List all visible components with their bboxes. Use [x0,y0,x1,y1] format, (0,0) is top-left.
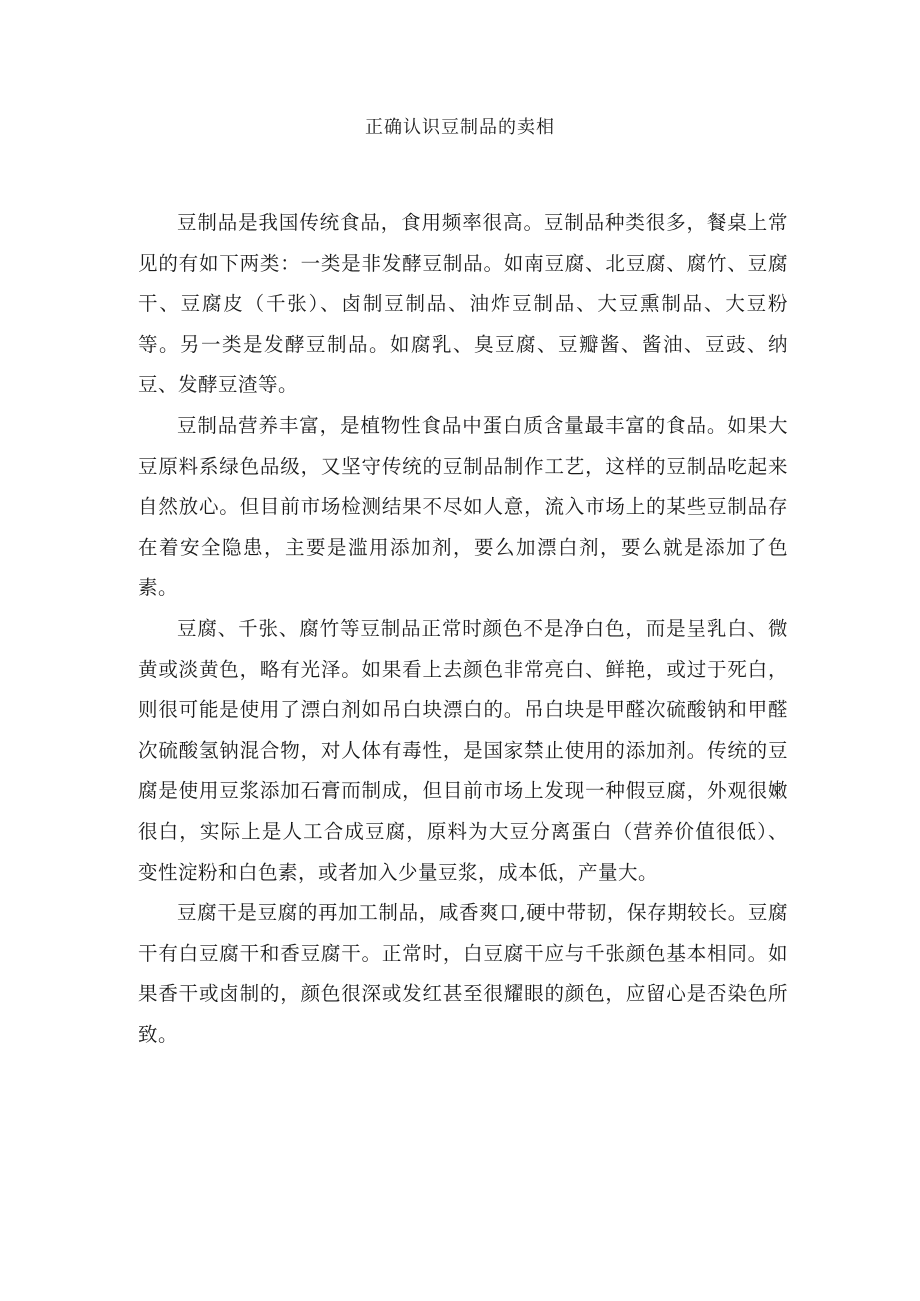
document-body [138,203,788,1055]
paragraph-1: 豆制品是我国传统食品，食用频率很高。豆制品种类很多，餐桌上常见的有如下两类：一类是非发酵豆制品。如南豆腐、北豆腐、腐竹、豆腐干、豆腐皮（千张）、卤制豆制品、油炸豆制品、大豆熏制品、大豆粉等。另一类是发酵豆制品。如腐乳、臭豆腐、豆瓣酱、酱油、豆豉、纳豆、发酵豆渣等。 [138,211,788,397]
document-title: 正确认识豆制品的卖相 [365,117,555,138]
paragraph-2: 豆制品营养丰富，是植物性食品中蛋白质含量最丰富的食品。如果大豆原料系绿色品级，又坚守传统的豆制品制作工艺，这样的豆制品吃起来自然放心。但目前市场检测结果不尽如人意，流入市场上的某些豆制品存在着安全隐患，主要是滥用添加剂，要么加漂白剂，要么就是添加了色素。 [138,413,788,600]
paragraph-3: 豆腐、千张、腐竹等豆制品正常时颜色不是净白色，而是呈乳白、微黄或淡黄色，略有光泽。如果看上去颜色非常亮白、鲜艳，或过于死白，则很可能是使用了漂白剂如吊白块漂白的。吊白块是甲醛次硫酸钠和甲醛次硫酸氢钠混合物，对人体有毒性，是国家禁止使用的添加剂。传统的豆腐是使用豆浆添加石膏而制成，但目前市场上发现一种假豆腐，外观很嫩很白，实际上是人工合成豆腐，原料为大豆分离蛋白（营养价值很低）、变性淀粉和白色素，或者加入少量豆浆，成本低，产量大。 [138,616,788,884]
paragraph-4: 豆腐干是豆腐的再加工制品，咸香爽口,硬中带韧，保存期较长。豆腐干有白豆腐干和香豆腐干。正常时，白豆腐干应与千张颜色基本相同。如果香干或卤制的，颜色很深或发红甚至很耀眼的颜色，应留心是否染色所致。 [138,901,788,1046]
